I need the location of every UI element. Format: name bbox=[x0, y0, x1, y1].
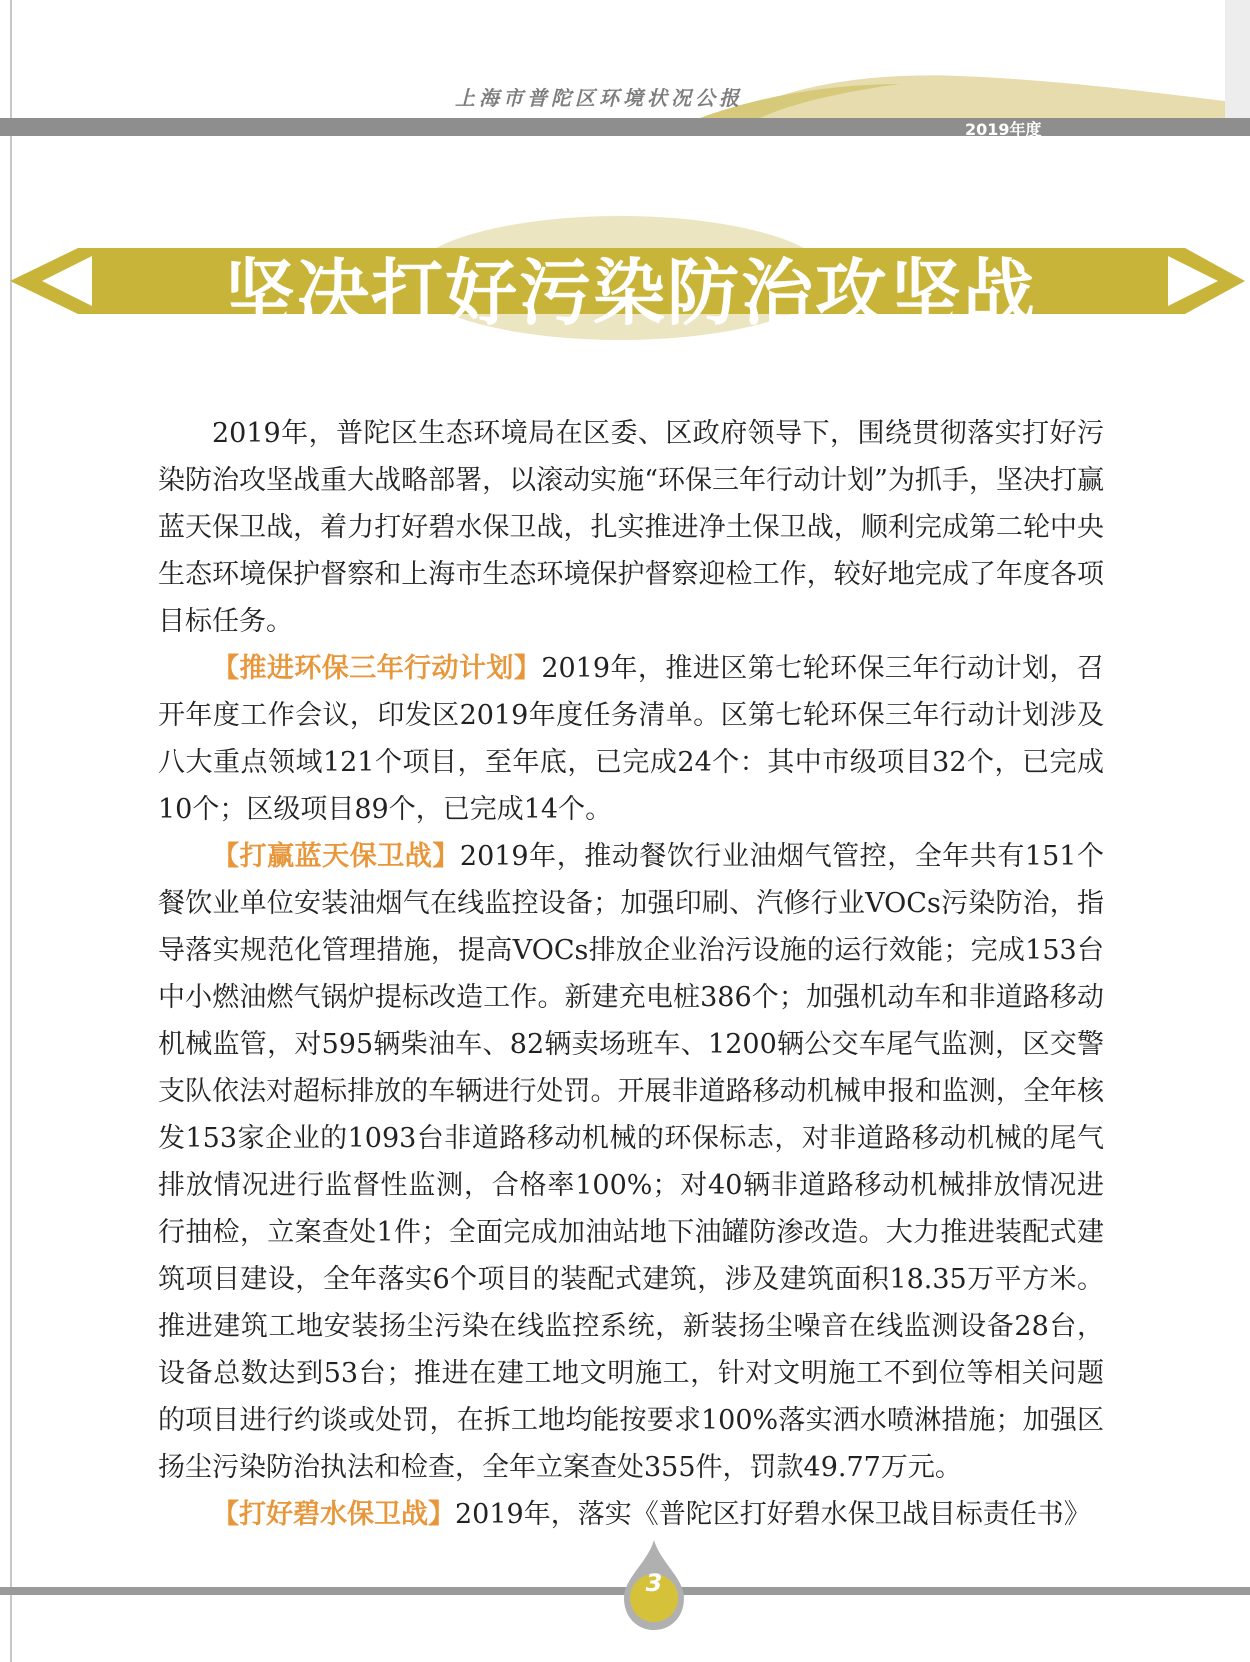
section-paragraph-action-plan bbox=[158, 645, 1104, 833]
header-bar bbox=[0, 118, 1250, 136]
page-title: 坚决打好污染防治攻坚战 bbox=[222, 251, 1037, 335]
article-body bbox=[158, 410, 1104, 1538]
section-heading-blue-sky: 【打赢蓝天保卫战】 bbox=[212, 841, 460, 872]
intro-paragraph: 2019年，普陀区生态环境局在区委、区政府领导下，围绕贯彻落实打好污染防治攻坚战重大战略部署，以滚动实施“环保三年行动计划”为抓手，坚决打赢蓝天保卫战，着力打好碧水保卫战，扎实推进净土保卫战，顺利完成第二轮中央生态环境保护督察和上海市生态环境保护督察迎检工作，较好地完成了年度各项目标任务。 bbox=[158, 418, 1104, 637]
page-number: 3 bbox=[645, 1569, 663, 1597]
section-text-blue-sky: 2019年，推动餐饮行业油烟气管控，全年共有151个餐饮业单位安装油烟气在线监控设备；加强印刷、汽修行业VOCs污染防治，指导落实规范化管理措施，提高VOCs排放企业治污设施的运行效能；完成153台中小燃油燃气锅炉提标改造工作。新建充电桩386个；加强机动车和非道路移动机械监管，对595辆柴油车、82辆卖场班车、1200辆公交车尾气监测，区交警支队依法对超标排放的车辆进行处罚。开展非道路移动机械申报和监测，全年核发153家企业的1093台非道路移动机械的环保标志，对非道路移动机械的尾气排放情况进行监督性监测，合格率100%；对40辆非道路移动机械排放情况进行抽检，立案查处1件；全面完成加油站地下油罐防渗改造。大力推进装配式建筑项目建设，全年落实6个项目的装配式建筑，涉及建筑面积18.35万平方米。推进建筑工地安装扬尘污染在线监控系统，新装扬尘噪音在线监测设备28台，设备总数达到53台；推进在建工地文明施工，针对文明施工不到位等相关问题的项目进行约谈或处罚，在拆工地均能按要求100%落实洒水喷淋措施；加强区扬尘污染防治执法和检查，全年立案查处355件，罚款49.77万元。 bbox=[158, 841, 1104, 1483]
section-heading-clear-water: 【打好碧水保卫战】 bbox=[212, 1499, 455, 1530]
footer-decoration bbox=[0, 1540, 1250, 1662]
section-text-clear-water: 2019年，落实《普陀区打好碧水保卫战目标责任书》 bbox=[455, 1499, 1091, 1530]
section-text-action-plan: 2019年，推进区第七轮环保三年行动计划，召开年度工作会议，印发区2019年度任务清单。区第七轮环保三年行动计划涉及八大重点领域121个项目，至年底，已完成24个：其中市级项目32个，已完成10个；区级项目89个，已完成14个。 bbox=[158, 653, 1104, 825]
section-heading-action-plan: 【推进环保三年行动计划】 bbox=[212, 653, 542, 684]
section-paragraph-blue-sky bbox=[158, 833, 1104, 1491]
header-title: 上海市普陀区环境状况公报 bbox=[455, 86, 743, 110]
section-paragraph-clear-water bbox=[158, 1491, 1104, 1538]
header-year: 2019年度 bbox=[965, 120, 1042, 139]
